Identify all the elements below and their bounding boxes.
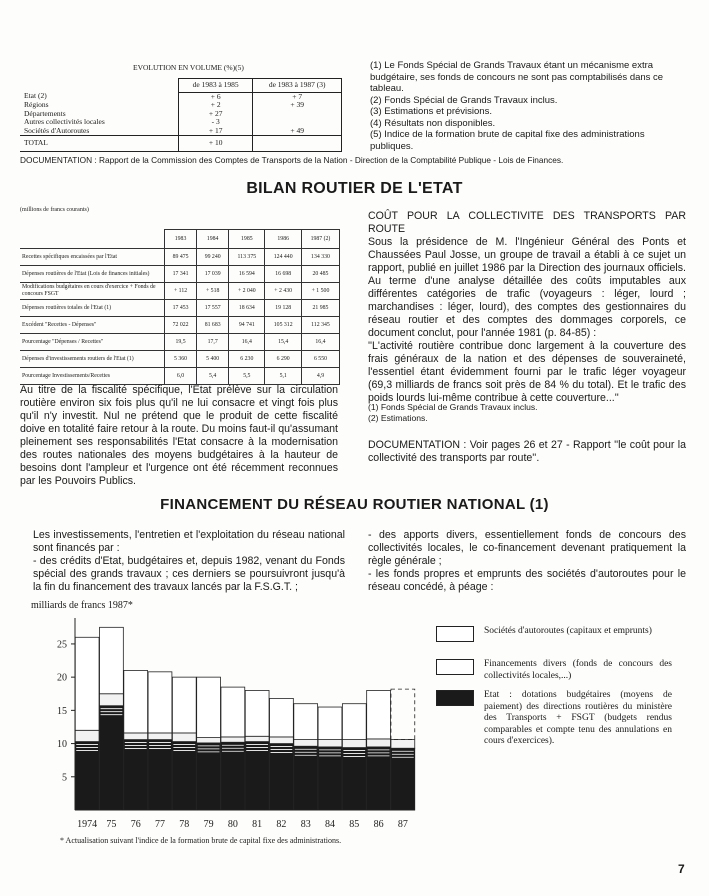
- bilan-documentation: DOCUMENTATION : Voir pages 26 et 27 - Rapport ''le coût pour la collectivité des transports par route''.: [368, 439, 686, 464]
- x-tick-label: 81: [252, 819, 263, 830]
- bar-segment: [124, 733, 148, 740]
- x-tick-label: 75: [106, 819, 117, 830]
- evolution-row: [20, 101, 342, 110]
- bilan-cell: 18 634: [229, 300, 265, 317]
- bilan-row: [20, 317, 340, 334]
- bar-segment: [75, 742, 99, 810]
- bilan-note: (1) Fonds Spécial de Grands Travaux inclus.: [368, 402, 538, 412]
- evolution-row-label: Etat (2): [24, 91, 47, 100]
- bar-segment: [221, 687, 245, 737]
- x-tick-label: 86: [373, 819, 384, 830]
- bilan-cell: 16,4: [229, 334, 265, 351]
- bar-segment: [124, 671, 148, 733]
- bar-segment: [245, 690, 269, 736]
- bilan-unit: (millions de francs courants): [20, 207, 89, 213]
- bilan-row: [20, 300, 340, 317]
- bilan-cell: 19 128: [265, 300, 302, 317]
- bilan-cell: + 518: [197, 283, 229, 300]
- bar-segment: [270, 737, 294, 744]
- bilan-row-label: Excédent "Recettes - Dépenses": [20, 317, 165, 334]
- bilan-row-label: Pourcentage Investissements/Recettes: [20, 368, 165, 385]
- documentation-source: DOCUMENTATION : Rapport de la Commission des Comptes de Transports de la Nation - Direction de la Comptabilité Publique - Lois de Finances.: [20, 155, 564, 165]
- bilan-row-label: Recettes spécifiques encaissées par l'Etat: [20, 249, 165, 266]
- bar-segment: [391, 689, 415, 739]
- bilan-cell: 4,9: [301, 368, 339, 385]
- bar-segment: [197, 738, 221, 743]
- y-tick-label: 15: [57, 705, 67, 717]
- bilan-cell: 19,5: [165, 334, 197, 351]
- bilan-cell: 17 557: [197, 300, 229, 317]
- bilan-cell: 124 440: [265, 249, 302, 266]
- financement-right-column: - des apports divers, essentiellement fonds de concours des collectivités locales, le co-financement devenant pratiquement la règle générale ; - les fonds propres et emprunts des sociétés d'autoroutes pour le réseau concédé, à péage :: [368, 529, 686, 593]
- bar-segment: [221, 737, 245, 742]
- financement-left-column: Les investissements, l'entretien et l'exploitation du réseau national sont financés par : - des crédits d'Etat, budgétaires et, depuis 1982, venant du Fonds spécial des grands travaux ; ces derniers se poursuivront jusqu'à la fin du financement des travaux lancés par la F.S.G.T. ;: [33, 529, 345, 593]
- bar-segment: [318, 707, 342, 740]
- bilan-cell: 17 039: [197, 266, 229, 283]
- x-tick-label: 80: [227, 819, 238, 830]
- x-tick-label: 79: [203, 819, 214, 830]
- legend-label-etat: Etat : dotations budgétaires (moyens de paiement) des directions routières du ministère des Transports + FSGT (budgets rendus comparables et compte tenu des annulations en cours d'exercices).: [484, 690, 672, 746]
- cout-paragraph: Sous la présidence de M. l'Ingénieur Général des Ponts et Chaussées Paul Josse, un groupe de travail a établi à ce sujet un rapport, publié en juillet 1986 par la Direction des journaux officiels. Au terme d'une analyse détaillée des coûts imputables aux différentes catégories de trafic (voyageurs : léger, lourd ; marchandises : léger, lourd), des comptes des gestionnaires du réseau routier et des comptes des dommages corporels, ce document conclut, pour l'année 1981 (p. 84-85) :: [368, 236, 686, 339]
- bilan-notes: [368, 402, 686, 423]
- x-tick-label: 78: [179, 819, 190, 830]
- top-footnotes: [370, 60, 682, 152]
- evolution-total-label: TOTAL: [20, 136, 179, 152]
- bilan-cell: 99 240: [197, 249, 229, 266]
- bar-segment: [75, 637, 99, 730]
- x-tick-label: 83: [300, 819, 311, 830]
- bilan-cell: 94 741: [229, 317, 265, 334]
- bilan-cell: 17 453: [165, 300, 197, 317]
- evolution-row-label: Sociétés d'Autoroutes: [24, 125, 90, 135]
- bilan-cell: + 2 430: [265, 283, 302, 300]
- evolution-row-label: Départements: [24, 108, 66, 118]
- bilan-left-paragraph: Au titre de la fiscalité spécifique, l'Etat prélève sur la circulation routière environ six fois plus qu'il ne lui consacre et vingt fois plus qu'il n'y investit. Nul ne prétend que le produit de cette fiscalité doive en totalité faire retour à la route. Du moins faut-il qu'assumant pleinement ses responsabilités l'Etat consacre à la modernisation des routes nationales des moyens budgétaires à la hauteur de besoins dont l'ampleur et l'urgence ont été récemment reconnues par les Pouvoirs Publics.: [20, 384, 338, 487]
- bilan-cell: 6 230: [229, 351, 265, 368]
- bilan-cell: 89 475: [165, 249, 197, 266]
- bar-segment: [148, 733, 172, 740]
- bilan-right-column: [368, 210, 686, 405]
- top-footnote: (3) Estimations et prévisions.: [370, 106, 492, 117]
- bilan-cell: 6 550: [301, 351, 339, 368]
- bar-segment: [172, 733, 196, 742]
- bilan-cell: 134 330: [301, 249, 339, 266]
- evolution-title: EVOLUTION EN VOLUME (%)(5): [133, 63, 244, 72]
- evolution-row-v1: + 6: [179, 92, 253, 101]
- bilan-cell: 16 698: [265, 266, 302, 283]
- page-number: 7: [678, 862, 685, 876]
- x-tick-label: 1974: [77, 819, 98, 830]
- bar-segment: [221, 742, 245, 810]
- evolution-total-v2: [253, 136, 342, 152]
- bilan-cell: 5,1: [265, 368, 302, 385]
- bilan-row-label: Modifications budgétaires en cours d'exercice + Fonds de concours FSGT: [20, 283, 165, 300]
- bilan-cell: 5,4: [197, 368, 229, 385]
- bilan-cell: 21 985: [301, 300, 339, 317]
- evolution-col2-header: de 1983 à 1987 (3): [253, 79, 342, 93]
- bar-segment: [391, 740, 415, 749]
- evolution-total-v1: + 10: [179, 136, 253, 152]
- x-tick-label: 87: [397, 819, 408, 830]
- evolution-row-label: Autres collectivités locales: [24, 117, 105, 126]
- bilan-year-header: 1985: [229, 230, 265, 249]
- bilan-cell: + 112: [165, 283, 197, 300]
- evolution-row: [20, 127, 342, 136]
- legend-label-divers: Financements divers (fonds de concours des collectivités locales,...): [484, 659, 672, 681]
- cout-quote: ''L'activité routière contribue donc largement à la couverture des frais généraux de la nation et des dépenses de souveraineté, l'essentiel étant évidemment fourni par le trafic léger voyageur (69,3 milliards de francs soit près de 84 % du total). Et le trafic des poids lourds lui-même contribue à cette couverture...'': [368, 340, 686, 404]
- x-tick-label: 82: [276, 819, 287, 830]
- bilan-cell: + 1 500: [301, 283, 339, 300]
- bar-segment: [367, 690, 391, 738]
- bilan-row: [20, 283, 340, 300]
- bilan-cell: 15,4: [265, 334, 302, 351]
- bar-segment: [270, 698, 294, 737]
- top-footnote: (2) Fonds Spécial de Grands Travaux inclus.: [370, 94, 558, 106]
- bar-segment: [148, 672, 172, 733]
- legend-swatch-etat: [436, 690, 474, 706]
- bar-segment: [294, 746, 318, 810]
- bilan-cell: 20 485: [301, 266, 339, 283]
- evolution-row-v2: + 7: [253, 92, 342, 101]
- evolution-row-v1: + 2: [179, 101, 253, 110]
- bilan-cell: 17 341: [165, 266, 197, 283]
- evolution-row-v1: - 3: [179, 118, 253, 127]
- bilan-row: [20, 266, 340, 283]
- bar-segment: [100, 627, 124, 693]
- bilan-cell: 5,5: [229, 368, 265, 385]
- financement-title: FINANCEMENT DU RÉSEAU ROUTIER NATIONAL (1): [160, 496, 549, 513]
- y-tick-label: 20: [57, 672, 67, 684]
- bilan-row-label: Dépenses routières totales de l'Etat (1): [20, 300, 165, 317]
- x-tick-label: 77: [155, 819, 165, 830]
- bar-segment: [148, 740, 172, 810]
- bilan-row-label: Dépenses d'investissements routiers de l'Etat (1): [20, 351, 165, 368]
- bar-segment: [197, 743, 221, 810]
- financement-chart: [0, 610, 430, 840]
- top-footnote: (4) Résultats non disponibles.: [370, 117, 496, 129]
- bilan-cell: 6 290: [265, 351, 302, 368]
- bar-segment: [75, 730, 99, 741]
- legend-swatch-autoroutes: [436, 626, 474, 642]
- bilan-note: (2) Estimations.: [368, 412, 428, 423]
- bilan-row: [20, 368, 340, 385]
- bilan-year-header: 1986: [265, 230, 302, 249]
- bilan-year-header: 1983: [165, 230, 197, 249]
- bilan-cell: 81 683: [197, 317, 229, 334]
- chart-footnote: * Actualisation suivant l'indice de la formation brute de capital fixe des administrations.: [60, 836, 342, 845]
- bilan-cell: 17,7: [197, 334, 229, 351]
- y-tick-label: 10: [57, 739, 67, 751]
- bar-segment: [245, 736, 269, 741]
- evolution-row-v2: + 39: [253, 101, 342, 110]
- x-tick-label: 85: [349, 819, 360, 830]
- bilan-row: [20, 334, 340, 351]
- bar-segment: [342, 740, 366, 748]
- bilan-cell: 113 375: [229, 249, 265, 266]
- bilan-cell: 5 400: [197, 351, 229, 368]
- bar-segment: [367, 739, 391, 747]
- bar-segment: [172, 742, 196, 810]
- bilan-row: [20, 249, 340, 266]
- bilan-cell: 72 022: [165, 317, 197, 334]
- chart-y-label: milliards de francs 1987*: [31, 600, 133, 611]
- evolution-row-v2: [253, 110, 342, 119]
- bilan-cell: 5 360: [165, 351, 197, 368]
- bar-segment: [294, 740, 318, 747]
- evolution-row-v1: + 27: [179, 110, 253, 119]
- legend-swatch-divers: [436, 659, 474, 675]
- bar-segment: [197, 677, 221, 737]
- bilan-row-label: Pourcentage "Dépenses / Recettes": [20, 334, 165, 351]
- bilan-cell: 16 594: [229, 266, 265, 283]
- evolution-row-v1: + 17: [179, 127, 253, 136]
- bilan-cell: 16,4: [301, 334, 339, 351]
- bilan-year-header: 1987 (2): [301, 230, 339, 249]
- bar-segment: [124, 740, 148, 810]
- bilan-cell: 112 345: [301, 317, 339, 334]
- bilan-title: BILAN ROUTIER DE L'ETAT: [246, 180, 463, 197]
- x-tick-label: 76: [130, 819, 141, 830]
- evolution-row-label: Régions: [24, 100, 49, 109]
- bar-segment: [367, 747, 391, 810]
- evolution-row-v2: + 49: [253, 127, 342, 136]
- bar-segment: [342, 704, 366, 740]
- bar-segment: [294, 704, 318, 740]
- evolution-table: [20, 78, 342, 152]
- bar-segment: [245, 742, 269, 810]
- bar-segment: [100, 694, 124, 706]
- evolution-col1-header: de 1983 à 1985: [179, 79, 253, 93]
- bilan-row: [20, 351, 340, 368]
- legend-label-autoroutes: Sociétés d'autoroutes (capitaux et emprunts): [484, 626, 652, 636]
- y-tick-label: 25: [57, 639, 67, 651]
- bilan-cell: 6,0: [165, 368, 197, 385]
- y-tick-label: 5: [62, 772, 67, 784]
- bilan-cell: 105 312: [265, 317, 302, 334]
- top-footnote: (5) Indice de la formation brute de capital fixe des administrations publiques.: [370, 129, 645, 152]
- x-tick-label: 84: [325, 819, 335, 830]
- bar-segment: [100, 706, 124, 810]
- bar-segment: [172, 677, 196, 733]
- cout-heading: COÛT POUR LA COLLECTIVITE DES TRANSPORTS PAR ROUTE: [368, 210, 686, 235]
- bilan-cell: + 2 040: [229, 283, 265, 300]
- bar-segment: [318, 747, 342, 810]
- top-footnote: (1) Le Fonds Spécial de Grands Travaux étant un mécanisme extra budgétaire, ses fonds de concours ne sont pas comptabilisés dans ce tableau.: [370, 60, 664, 94]
- bilan-year-header: 1984: [197, 230, 229, 249]
- bilan-row-label: Dépenses routières de l'Etat (Lois de finances initiales): [20, 266, 165, 283]
- bar-segment: [270, 744, 294, 810]
- bilan-table: [20, 229, 340, 385]
- bar-segment: [318, 740, 342, 747]
